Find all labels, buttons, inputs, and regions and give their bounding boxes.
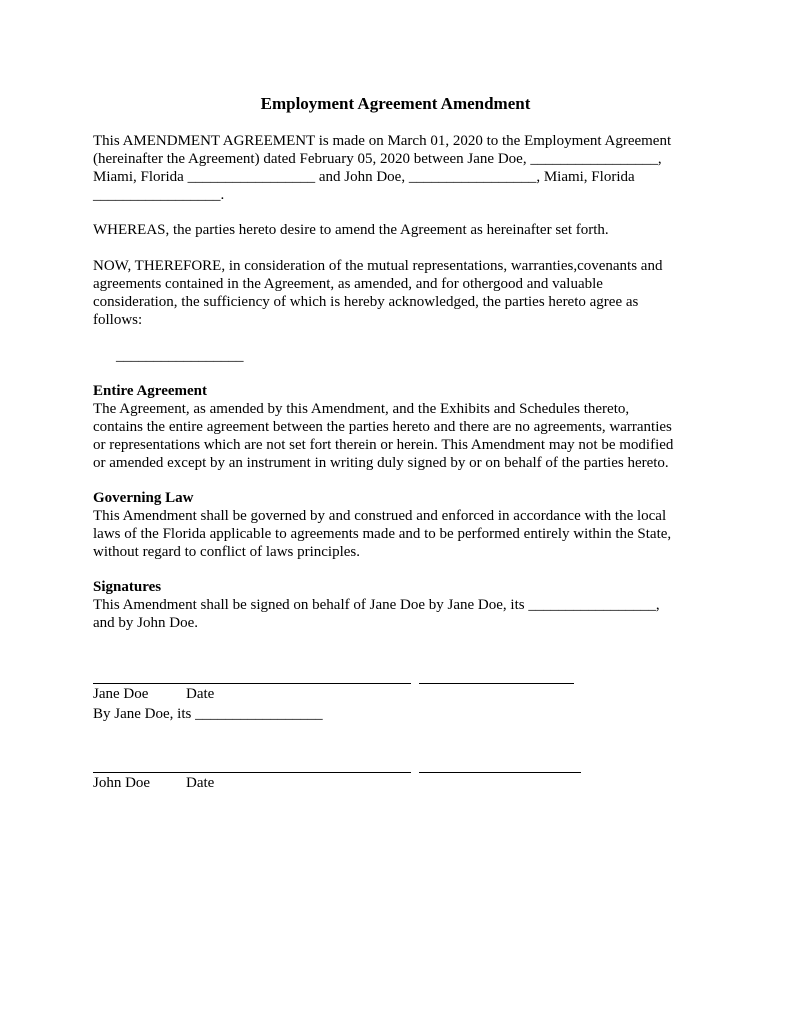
now-therefore-line: NOW, THEREFORE, in consideration of the mutual representations, warranties,covenants and	[93, 258, 663, 274]
john-signer-name: John Doe	[93, 775, 151, 791]
john-date-line	[419, 772, 581, 773]
jane-signature-line	[93, 683, 411, 684]
now-therefore-line: consideration, the sufficiency of which is hereby acknowledged, the parties hereto agree as	[93, 294, 639, 310]
section-heading: Signatures	[93, 579, 162, 595]
jane-signer-name: Jane Doe	[93, 686, 149, 702]
now-therefore-paragraph	[93, 257, 713, 329]
section-heading: Entire Agreement	[93, 383, 208, 399]
section-entire-agreement	[93, 382, 713, 472]
whereas-line: WHEREAS, the parties hereto desire to amend the Agreement as hereinafter set forth.	[93, 222, 609, 238]
section-line: The Agreement, as amended by this Amendment, and the Exhibits and Schedules thereto,	[93, 401, 630, 417]
intro-line: _________________.	[93, 187, 225, 203]
john-signature-line	[93, 772, 411, 773]
now-therefore-line: agreements contained in the Agreement, as amended, and for othergood and valuable	[93, 276, 603, 292]
section-governing-law	[93, 489, 713, 561]
whereas-paragraph	[93, 221, 713, 239]
blank-line: _________________	[116, 348, 244, 364]
section-signatures	[93, 578, 713, 632]
jane-by-line: By Jane Doe, its _________________	[93, 706, 323, 722]
jane-date-line	[419, 683, 574, 684]
section-heading: Governing Law	[93, 490, 194, 506]
now-therefore-line: follows:	[93, 312, 143, 328]
intro-paragraph	[93, 132, 713, 204]
intro-line: Miami, Florida _________________ and John Doe, _________________, Miami, Florida	[93, 169, 635, 185]
intro-line: This AMENDMENT AGREEMENT is made on March 01, 2020 to the Employment Agreement	[93, 133, 672, 149]
section-line: or amended except by an instrument in writing duly signed by or on behalf of the parties hereto.	[93, 455, 669, 471]
section-line: without regard to conflict of laws principles.	[93, 544, 361, 560]
section-line: contains the entire agreement between the parties hereto and there are no agreements, warranties	[93, 419, 672, 435]
section-line: This Amendment shall be signed on behalf of Jane Doe by Jane Doe, its _________________,	[93, 597, 660, 613]
document-title: Employment Agreement Amendment	[260, 94, 531, 113]
blank-amendment-line	[116, 347, 736, 365]
intro-line: (hereinafter the Agreement) dated February 05, 2020 between Jane Doe, _________________,	[93, 151, 662, 167]
john-date-label: Date	[186, 775, 215, 791]
section-line: laws of the Florida applicable to agreements made and to be performed entirely within the State,	[93, 526, 672, 542]
section-line: and by John Doe.	[93, 615, 198, 631]
jane-date-label: Date	[186, 686, 215, 702]
section-line: This Amendment shall be governed by and construed and enforced in accordance with the local	[93, 508, 667, 524]
section-line: or representations which are not set fort therein or herein. This Amendment may not be modified	[93, 437, 674, 453]
